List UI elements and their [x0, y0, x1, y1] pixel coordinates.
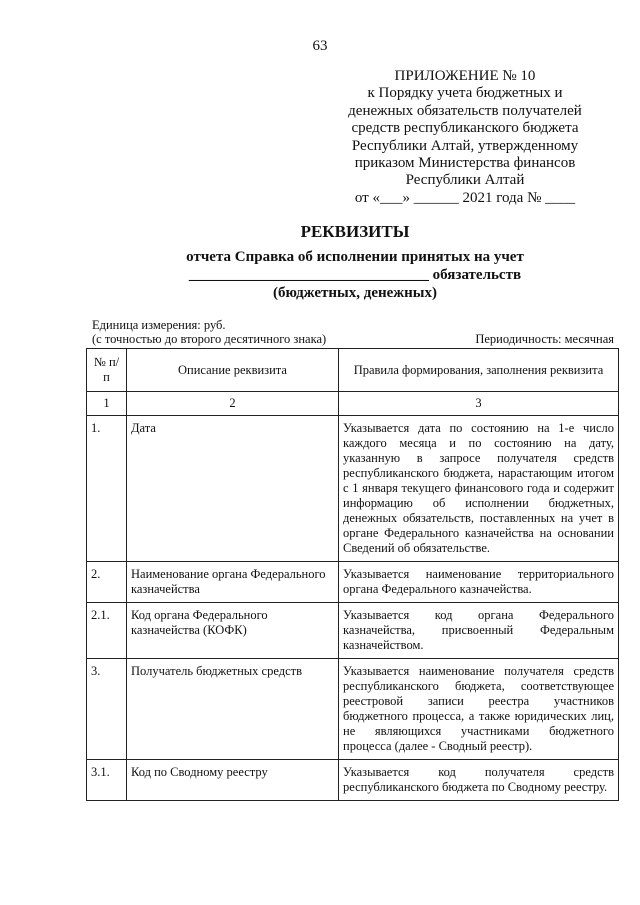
appendix-line: приказом Министерства финансов [354, 155, 576, 172]
appendix-line: денежных обязательств получателей [348, 102, 582, 119]
title-line-1: отчета Справка об исполнении принятых на учет [186, 249, 524, 265]
row-number: 3. [87, 659, 127, 760]
page-number: 63 [312, 38, 328, 54]
row-description: Наименование органа Федерального казначейства [127, 562, 339, 603]
table-header-row [87, 349, 619, 392]
row-rule: Указывается наименование территориального органа Федерального казначейства. [339, 562, 619, 603]
title-line-3: (бюджетных, денежных) [272, 285, 438, 301]
appendix-line: ПРИЛОЖЕНИЕ № 10 [394, 68, 536, 84]
header-description: Описание реквизита [127, 349, 339, 392]
header-num: № п/п [87, 349, 127, 392]
row-rule: Указывается наименование получателя средств республиканского бюджета, соответствующее реестровой записи реестра участников бюджетного процесса, а также юридических лиц, не являющихся участниками бюджетного процесса (далее - Сводный реестр). [339, 659, 619, 760]
meta-block [92, 318, 614, 346]
row-rule: Указывается код органа Федерального казначейства, присвоенный Федеральным казначейством. [339, 603, 619, 659]
row-description: Код по Сводному реестру [127, 760, 339, 801]
column-number: 3 [339, 392, 619, 416]
column-number: 1 [87, 392, 127, 416]
table-row [87, 562, 619, 603]
column-number: 2 [127, 392, 339, 416]
appendix-line: от «___» ______ 2021 года № ____ [354, 189, 576, 206]
row-description: Код органа Федерального казначейства (КОФК) [127, 603, 339, 659]
table-row [87, 603, 619, 659]
header-rules: Правила формирования, заполнения реквизита [339, 349, 619, 392]
row-number: 1. [87, 416, 127, 562]
appendix-line: Республики Алтай, утвержденному [351, 137, 579, 154]
table-row [87, 416, 619, 562]
row-number: 2.1. [87, 603, 127, 659]
appendix-block [330, 68, 600, 207]
title-main: РЕКВИЗИТЫ [300, 222, 410, 241]
precision-label: (с точностью до второго десятичного знака) [92, 332, 327, 346]
table-row [87, 760, 619, 801]
row-description: Дата [127, 416, 339, 562]
row-rule: Указывается код получателя средств республиканского бюджета по Сводному реестру. [339, 760, 619, 801]
row-number: 2. [87, 562, 127, 603]
requisites-table [86, 348, 619, 801]
document-title [0, 222, 640, 302]
appendix-line: к Порядку учета бюджетных и [367, 85, 563, 102]
appendix-line: средств республиканского бюджета [351, 120, 579, 137]
row-rule: Указывается дата по состоянию на 1-е число каждого месяца и по состоянию на дату, указанную в запросе получателя средств республиканского бюджета, нарастающим итогом с 1 января текущего финансового года и содержит информацию об исполнении бюджетных, денежных обязательств, поставленных на учет в органе Федерального казначейства на основании Сведений об обязательстве. [339, 416, 619, 562]
row-description: Получатель бюджетных средств [127, 659, 339, 760]
column-number-row [87, 392, 619, 416]
appendix-line: Республики Алтай [405, 172, 525, 189]
row-number: 3.1. [87, 760, 127, 801]
unit-label: Единица измерения: руб. [92, 318, 226, 332]
title-line-2: ________________________________ обязательств [188, 267, 522, 283]
table-row [87, 659, 619, 760]
periodicity-label: Периодичность: месячная [475, 332, 614, 346]
